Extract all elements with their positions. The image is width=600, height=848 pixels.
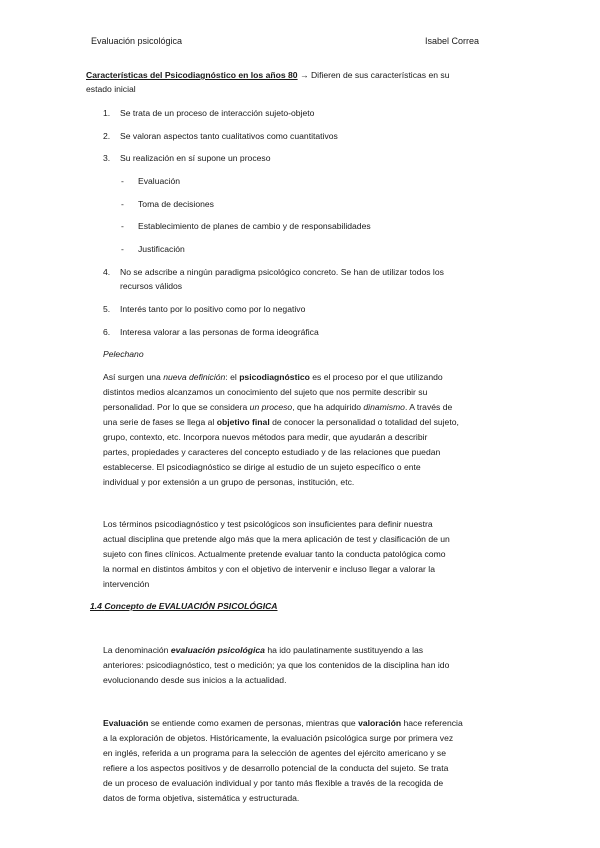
sublist-item bbox=[121, 176, 181, 186]
intro-heading-underlined: Características del Psicodiagnóstico en los años 80 bbox=[86, 70, 298, 80]
intro-heading-cont: estado inicial bbox=[86, 84, 136, 94]
paragraph-line: refiere a los aspectos positivos y de desarrollo potencial de la conducta del sujeto. Se trata bbox=[103, 763, 449, 773]
list-item bbox=[103, 153, 271, 163]
sublist-text: Toma de decisiones bbox=[138, 199, 214, 209]
list-text: Se valoran aspectos tanto cualitativos como cuantitativos bbox=[120, 131, 338, 141]
sublist-text: Establecimiento de planes de cambio y de responsabilidades bbox=[138, 221, 371, 231]
sublist-item bbox=[121, 199, 214, 209]
section-heading bbox=[90, 601, 278, 611]
list-item bbox=[103, 267, 444, 277]
paragraph-line: la normal en distintos ámbitos y con el objetivo de intervenir e incluso llegar a valorar la bbox=[103, 564, 435, 574]
intro-heading-rest: Difieren de sus características en su bbox=[310, 70, 450, 80]
arrow-icon: → bbox=[299, 70, 309, 80]
paragraph-line: La denominación evaluación psicológica ha ido paulatinamente sustituyendo a las bbox=[103, 645, 424, 655]
list-text-cont: recursos válidos bbox=[120, 281, 183, 291]
list-number: 1. bbox=[103, 108, 111, 118]
section-number: 1.4 bbox=[90, 601, 102, 611]
paragraph-line: individual y por extensión a un grupo de personas, institución, etc. bbox=[103, 477, 355, 487]
paragraph-line: sujeto con fines clínicos. Actualmente pretende evaluar tanto la conducta patológica como bbox=[103, 549, 446, 559]
sublist-dash: - bbox=[121, 176, 124, 186]
paragraph-line: personalidad. Por lo que se considera un proceso, que ha adquirido dinamismo. A través de bbox=[103, 402, 453, 412]
sublist-dash: - bbox=[121, 221, 124, 231]
paragraph-line: actual disciplina que pretende algo más que la mera aplicación de test y clasificación de un bbox=[103, 534, 450, 544]
author-citation: Pelechano bbox=[103, 349, 144, 359]
paragraph-line: Así surgen una nueva definición: el psicodiagnóstico es el proceso por el que utilizando bbox=[103, 372, 443, 382]
intro-heading bbox=[86, 70, 449, 80]
paragraph-line: intervención bbox=[103, 579, 150, 589]
paragraph-line: Evaluación se entiende como examen de personas, mientras que valoración hace referencia bbox=[103, 718, 463, 728]
sublist-text: Evaluación bbox=[138, 176, 181, 186]
header-right: Isabel Correa bbox=[425, 36, 480, 46]
section-title: Concepto de EVALUACIÓN PSICOLÓGICA bbox=[104, 601, 278, 611]
sublist-item bbox=[121, 221, 371, 231]
list-item bbox=[103, 327, 319, 337]
list-number: 2. bbox=[103, 131, 111, 141]
list-text: Interés tanto por lo positivo como por lo negativo bbox=[120, 304, 306, 314]
paragraph-line: grupo, contexto, etc. Incorpora nuevos métodos para medir, que ayudarán a describir bbox=[103, 432, 428, 442]
list-text: No se adscribe a ningún paradigma psicológico concreto. Se han de utilizar todos los bbox=[120, 267, 444, 277]
list-number: 4. bbox=[103, 267, 111, 277]
paragraph-line: datos de forma objetiva, sistemática y estructurada. bbox=[103, 793, 300, 803]
paragraph-line: establecerse. El psicodiagnóstico se dirige al estudio de un sujeto específico o ente bbox=[103, 462, 421, 472]
paragraph-line: partes, propiedades y caracteres del concepto estudiado y de las relaciones que puedan bbox=[103, 447, 441, 457]
list-item bbox=[103, 304, 306, 314]
paragraph-line: distintos medios alcanzamos un conocimiento del sujeto que nos permite describir su bbox=[103, 387, 428, 397]
sublist-text: Justificación bbox=[138, 244, 185, 254]
list-text: Interesa valorar a las personas de forma ideográfica bbox=[120, 327, 319, 337]
list-number: 3. bbox=[103, 153, 111, 163]
sublist-dash: - bbox=[121, 199, 124, 209]
list-text: Se trata de un proceso de interacción sujeto-objeto bbox=[120, 108, 315, 118]
paragraph-line: de un proceso de evaluación individual y por tanto más flexible a través de la recogida de bbox=[103, 778, 444, 788]
paragraph-line: anteriores: psicodiagnóstico, test o medición; ya que los contenidos de la disciplina han ido bbox=[103, 660, 450, 670]
header-left: Evaluación psicológica bbox=[91, 36, 183, 46]
list-text: Su realización en sí supone un proceso bbox=[120, 153, 271, 163]
paragraph-line: a la exploración de objetos. Históricamente, la evaluación psicológica surge por primera vez bbox=[103, 733, 454, 743]
paragraph-line: Los términos psicodiagnóstico y test psicológicos son insuficientes para definir nuestra bbox=[103, 519, 433, 529]
sublist-dash: - bbox=[121, 244, 124, 254]
list-item bbox=[103, 131, 338, 141]
paragraph-line: una serie de fases se llega al objetivo final de conocer la personalidad o totalidad del sujeto, bbox=[103, 417, 459, 427]
sublist-item bbox=[121, 244, 185, 254]
paragraph-line: en inglés, referida a un programa para la selección de agentes del ejército americano y se bbox=[103, 748, 446, 758]
paragraph-line: evolucionando desde sus inicios a la actualidad. bbox=[103, 675, 287, 685]
list-number: 5. bbox=[103, 304, 111, 314]
list-number: 6. bbox=[103, 327, 111, 337]
list-item bbox=[103, 108, 315, 118]
